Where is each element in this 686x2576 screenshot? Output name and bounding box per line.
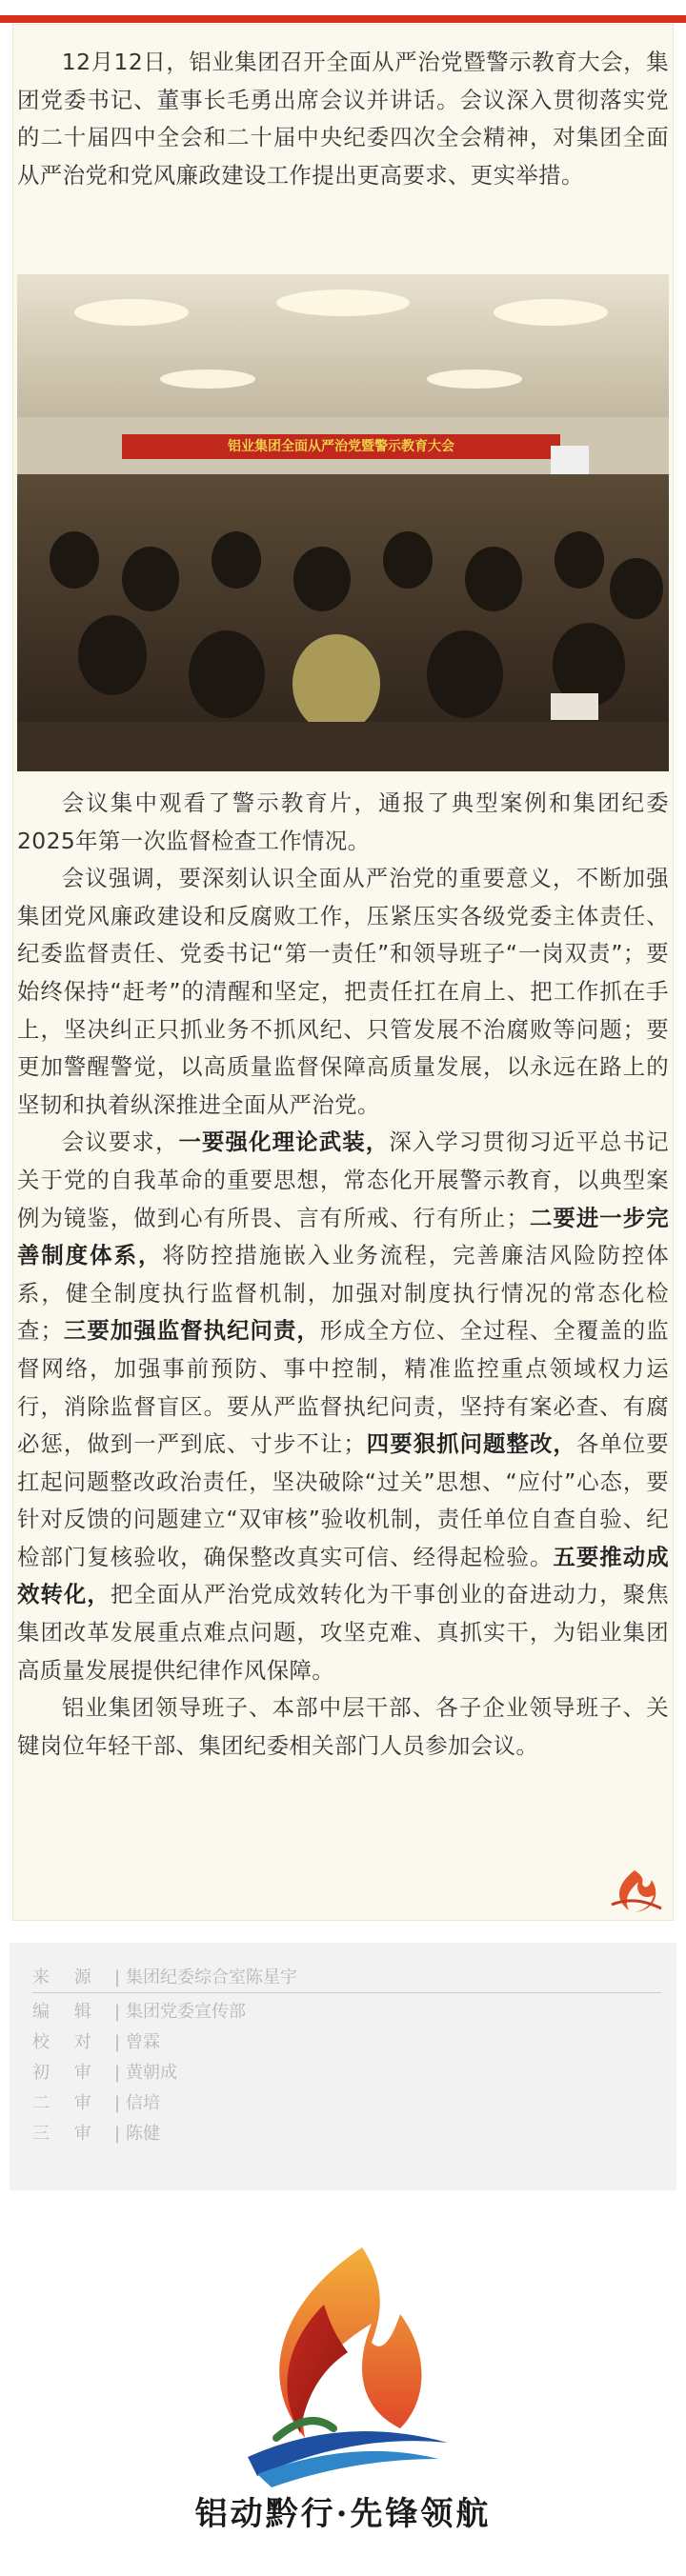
req-3-heading: 三要加强监督执纪问责， [63,1317,320,1345]
intro-paragraph: 12月12日，铝业集团召开全面从严治党暨警示教育大会，集团党委书记、董事长毛勇出席会议并讲话。会议深入贯彻落实党的二十届四中全会和二十届中央纪委四次全会精神，对集团全面从严治党和党风廉政建设工作提出更高要求、更实举措。 [17,49,669,189]
credit-row-proofread: 校 对 | 曾霖 [32,2028,160,2053]
credits-panel [10,1943,676,2190]
credit-label: 校 对 [32,2032,101,2052]
paragraph-warning-film: 会议集中观看了警示教育片，通报了典型案例和集团纪委2025年第一次监督检查工作情况。 [17,789,669,854]
credit-value: 陈健 [126,2124,160,2144]
slogan-text: 铝动黔行·先锋领航 [194,2495,492,2533]
credit-value: 集团党委宣传部 [126,2002,246,2022]
meeting-photo [17,274,669,771]
req-intro: 会议要求， [61,1128,179,1156]
credit-row-source: 来 源 | 集团纪委综合室陈星宇 [32,1964,297,1988]
credit-label: 来 源 [32,1967,101,1987]
req-3-text: 形成全方位、全过程、全覆盖的监督网络，加强事前预防、事中控制，精准监控重点领域权力运行，消除监督盲区。要从严监督执纪问责，坚持有案必查、有腐必惩，做到一严到底、寸步不让； [17,1317,670,1458]
intro-text [17,44,669,194]
credit-row-first-review: 初 审 | 黄朝成 [32,2059,177,2084]
credit-label: 初 审 [32,2063,101,2083]
credit-label: 编 辑 [32,2002,101,2022]
req-2-text: 将防控措施嵌入业务流程，完善廉洁风险防控体系，健全制度执行监督机制，加强对制度执行情况的常态化检查； [17,1242,669,1345]
credit-value: 曾霖 [126,2032,160,2052]
meeting-photo-image [17,274,669,771]
req-4-text: 各单位要扛起问题整改政治责任，坚决破除“过关”思想、“应付”心态，要针对反馈的问题建立“双审核”验收机制，责任单位自查自验、纪检部门复核验收，确保整改真实可信、经得起检验。 [17,1430,670,1570]
paragraph-attendees: 铝业集团领导班子、本部中层干部、各子企业领导班子、关键岗位年轻干部、集团纪委相关部门人员参加会议。 [17,1694,669,1759]
paragraph-requirements [17,1124,669,1689]
photo-banner-text: 铝业集团全面从严治党暨警示教育大会 [228,439,454,454]
flame-deco-icon [606,1867,663,1914]
credit-label: 二 审 [32,2093,101,2113]
credit-value: 信培 [126,2093,160,2113]
req-2-heading: 二要进一步完善制度体系， [17,1204,669,1269]
credit-value: 集团纪委综合室陈星宇 [126,1967,297,1987]
article-body [13,25,673,1920]
paragraph-emphasis: 会议强调，要深刻认识全面从严治党的重要意义，不断加强集团党风廉政建设和反腐败工作，压紧压实各级党委主体责任、纪委监督责任、党委书记“第一责任”和领导班子“一岗双责”；要始终保持“赶考”的清醒和坚定，把责任扛在肩上、把工作抓在手上，坚决纠正只抓业务不抓风纪、只管发展不治腐败等问题；要更加警醒警觉，以高质量监督保障高质量发展，以永远在路上的坚韧和执着纵深推进全面从严治党。 [17,865,669,1118]
credit-divider [32,1992,661,1993]
flame-logo-icon [219,2238,467,2495]
req-4-heading: 四要狠抓问题整改， [366,1430,576,1458]
top-red-rule [0,15,686,23]
credit-value: 黄朝成 [126,2063,177,2083]
credit-row-second-review: 二 审 | 信培 [32,2089,160,2114]
req-5-text: 把全面从严治党成效转化为干事创业的奋进动力，聚焦集团改革发展重点难点问题，攻坚克难、真抓实干，为铝业集团高质量发展提供纪律作风保障。 [17,1581,669,1684]
credit-label: 三 审 [32,2124,101,2144]
body-text [17,785,669,1765]
req-1-text: 深入学习贯彻习近平总书记关于党的自我革命的重要思想，常态化开展警示教育，以典型案例为镜鉴，做到心有所畏、言有所戒、行有所止； [17,1128,669,1231]
req-5-heading: 五要推动成效转化， [17,1543,670,1608]
req-1-heading: 一要强化理论武装， [178,1128,390,1156]
credit-row-third-review: 三 审 | 陈健 [32,2120,160,2145]
credit-row-editor: 编 辑 | 集团党委宣传部 [32,1998,246,2023]
